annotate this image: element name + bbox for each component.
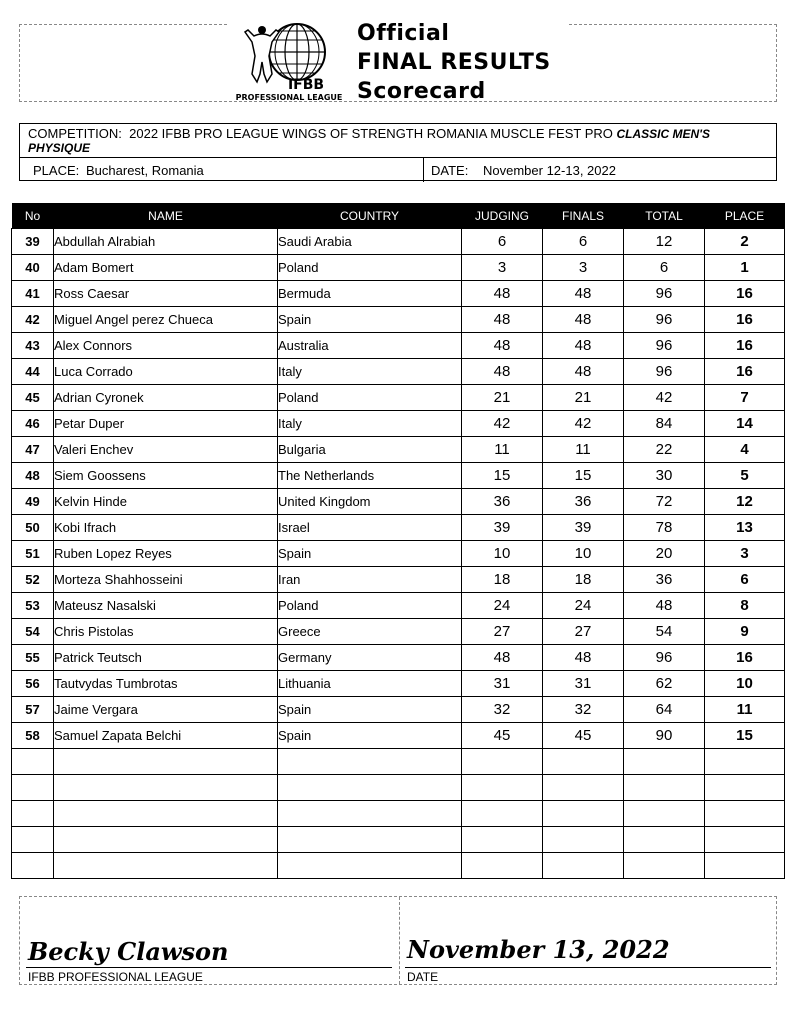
table-row <box>12 671 785 697</box>
competitor-country: Italy <box>278 411 462 437</box>
competitor-number: 49 <box>12 489 54 515</box>
total-score: 96 <box>624 359 705 385</box>
finals-score: 18 <box>543 567 624 593</box>
date-label: DATE: <box>431 163 469 178</box>
competitor-number <box>12 749 54 775</box>
final-place: 4 <box>705 437 785 463</box>
competitor-country: Bermuda <box>278 281 462 307</box>
competitor-number <box>12 775 54 801</box>
total-score <box>624 801 705 827</box>
final-place: 6 <box>705 567 785 593</box>
competitor-name: Samuel Zapata Belchi <box>54 723 278 749</box>
table-row <box>12 801 785 827</box>
place-cell <box>20 158 424 182</box>
table-row <box>12 333 785 359</box>
final-place: 8 <box>705 593 785 619</box>
signature-divider <box>399 897 400 984</box>
competitor-country <box>278 801 462 827</box>
final-place: 16 <box>705 359 785 385</box>
col-header-name: NAME <box>54 203 278 229</box>
judging-score: 27 <box>462 619 543 645</box>
competitor-number: 39 <box>12 229 54 255</box>
competitor-name: Alex Connors <box>54 333 278 359</box>
competitor-name: Valeri Enchev <box>54 437 278 463</box>
table-row <box>12 853 785 879</box>
competitor-name <box>54 801 278 827</box>
finals-score: 24 <box>543 593 624 619</box>
competitor-name: Abdullah Alrabiah <box>54 229 278 255</box>
logo-wordmark: IFBB <box>287 77 325 93</box>
judging-score: 24 <box>462 593 543 619</box>
judging-score: 42 <box>462 411 543 437</box>
competitor-country: Bulgaria <box>278 437 462 463</box>
title-line-official: Official <box>357 21 450 46</box>
signature-date: November 13, 2022 <box>407 935 670 964</box>
ifbb-logo <box>232 22 347 102</box>
place-value: Bucharest, Romania <box>86 163 204 178</box>
final-place: 12 <box>705 489 785 515</box>
competitor-country: Spain <box>278 307 462 333</box>
finals-score: 48 <box>543 307 624 333</box>
total-score: 36 <box>624 567 705 593</box>
judging-score <box>462 775 543 801</box>
competitor-number: 50 <box>12 515 54 541</box>
table-row <box>12 697 785 723</box>
competitor-name: Ruben Lopez Reyes <box>54 541 278 567</box>
place-date-row <box>20 157 776 182</box>
competitor-country: United Kingdom <box>278 489 462 515</box>
final-place <box>705 775 785 801</box>
table-row <box>12 619 785 645</box>
table-row <box>12 307 785 333</box>
competitor-name: Kobi Ifrach <box>54 515 278 541</box>
total-score: 62 <box>624 671 705 697</box>
total-score: 96 <box>624 281 705 307</box>
competitor-country <box>278 827 462 853</box>
competition-label: COMPETITION: <box>28 126 122 141</box>
place-label: PLACE: <box>33 163 80 178</box>
competitor-number: 56 <box>12 671 54 697</box>
final-place: 9 <box>705 619 785 645</box>
finals-score <box>543 827 624 853</box>
judging-score <box>462 853 543 879</box>
competitor-name: Adrian Cyronek <box>54 385 278 411</box>
finals-score <box>543 775 624 801</box>
finals-score <box>543 853 624 879</box>
table-row <box>12 567 785 593</box>
finals-score: 3 <box>543 255 624 281</box>
final-place: 11 <box>705 697 785 723</box>
final-place: 1 <box>705 255 785 281</box>
total-score <box>624 775 705 801</box>
competitor-number: 44 <box>12 359 54 385</box>
total-score <box>624 749 705 775</box>
judging-score: 11 <box>462 437 543 463</box>
competitor-name <box>54 853 278 879</box>
judging-score: 6 <box>462 229 543 255</box>
final-place: 16 <box>705 333 785 359</box>
final-place: 14 <box>705 411 785 437</box>
competitor-name: Morteza Shahhosseini <box>54 567 278 593</box>
competitor-number <box>12 827 54 853</box>
competitor-number: 45 <box>12 385 54 411</box>
total-score: 42 <box>624 385 705 411</box>
scorecard-title <box>357 19 551 106</box>
competitor-name: Jaime Vergara <box>54 697 278 723</box>
judging-score: 48 <box>462 307 543 333</box>
finals-score: 21 <box>543 385 624 411</box>
competitor-name: Ross Caesar <box>54 281 278 307</box>
total-score: 84 <box>624 411 705 437</box>
finals-score: 31 <box>543 671 624 697</box>
table-row <box>12 775 785 801</box>
final-place: 16 <box>705 307 785 333</box>
judging-score: 48 <box>462 333 543 359</box>
finals-score: 48 <box>543 281 624 307</box>
date-cell <box>424 158 776 182</box>
table-row <box>12 593 785 619</box>
table-row <box>12 645 785 671</box>
competitor-country: The Netherlands <box>278 463 462 489</box>
table-row <box>12 489 785 515</box>
final-place: 16 <box>705 281 785 307</box>
competitor-name: Adam Bomert <box>54 255 278 281</box>
competitor-number: 58 <box>12 723 54 749</box>
total-score: 30 <box>624 463 705 489</box>
finals-score: 10 <box>543 541 624 567</box>
col-header-place: PLACE <box>705 203 785 229</box>
competitor-name <box>54 749 278 775</box>
total-score: 78 <box>624 515 705 541</box>
final-place <box>705 827 785 853</box>
competition-category: CLASSIC MEN'S PHYSIQUE <box>28 127 711 155</box>
judging-score: 48 <box>462 645 543 671</box>
final-place: 10 <box>705 671 785 697</box>
judging-score: 15 <box>462 463 543 489</box>
total-score <box>624 853 705 879</box>
finals-score: 39 <box>543 515 624 541</box>
judging-score: 48 <box>462 359 543 385</box>
competitor-country: Poland <box>278 255 462 281</box>
table-row <box>12 255 785 281</box>
table-row <box>12 359 785 385</box>
competitor-country: Israel <box>278 515 462 541</box>
competitor-name: Miguel Angel perez Chueca <box>54 307 278 333</box>
final-place: 5 <box>705 463 785 489</box>
finals-score: 48 <box>543 333 624 359</box>
col-header-judging: JUDGING <box>462 203 543 229</box>
competitor-name <box>54 775 278 801</box>
competitor-country <box>278 853 462 879</box>
total-score: 72 <box>624 489 705 515</box>
finals-score: 6 <box>543 229 624 255</box>
table-row <box>12 515 785 541</box>
table-row <box>12 385 785 411</box>
competitor-number: 48 <box>12 463 54 489</box>
competitor-country: Spain <box>278 723 462 749</box>
competitor-number <box>12 801 54 827</box>
competitor-number: 57 <box>12 697 54 723</box>
competitor-number: 47 <box>12 437 54 463</box>
competitor-name: Mateusz Nasalski <box>54 593 278 619</box>
competitor-number <box>12 853 54 879</box>
judging-score: 36 <box>462 489 543 515</box>
finals-score: 42 <box>543 411 624 437</box>
total-score: 96 <box>624 645 705 671</box>
judging-score: 48 <box>462 281 543 307</box>
final-place: 2 <box>705 229 785 255</box>
title-line-final-results: FINAL RESULTS <box>357 50 551 75</box>
final-place <box>705 749 785 775</box>
competitor-country: Spain <box>278 541 462 567</box>
finals-score: 48 <box>543 645 624 671</box>
table-row <box>12 827 785 853</box>
judging-score <box>462 801 543 827</box>
competitor-number: 41 <box>12 281 54 307</box>
total-score: 6 <box>624 255 705 281</box>
competitor-country: Poland <box>278 385 462 411</box>
total-score: 96 <box>624 333 705 359</box>
table-row <box>12 463 785 489</box>
total-score: 64 <box>624 697 705 723</box>
final-place: 7 <box>705 385 785 411</box>
signature-line <box>26 967 392 968</box>
final-place: 16 <box>705 645 785 671</box>
table-row <box>12 437 785 463</box>
competitor-country: Australia <box>278 333 462 359</box>
col-header-total: TOTAL <box>624 203 705 229</box>
final-place: 13 <box>705 515 785 541</box>
table-row <box>12 411 785 437</box>
judging-score: 45 <box>462 723 543 749</box>
competitor-country: Spain <box>278 697 462 723</box>
finals-score: 11 <box>543 437 624 463</box>
total-score: 90 <box>624 723 705 749</box>
judging-score: 3 <box>462 255 543 281</box>
competitor-number: 51 <box>12 541 54 567</box>
table-row <box>12 749 785 775</box>
competitor-number: 43 <box>12 333 54 359</box>
finals-score <box>543 749 624 775</box>
table-row <box>12 723 785 749</box>
competitor-country <box>278 749 462 775</box>
finals-score: 45 <box>543 723 624 749</box>
competitor-name: Kelvin Hinde <box>54 489 278 515</box>
competitor-number: 46 <box>12 411 54 437</box>
bodybuilder-icon <box>245 26 279 82</box>
date-value: November 12-13, 2022 <box>483 163 616 178</box>
competitor-country: Germany <box>278 645 462 671</box>
results-table <box>11 203 785 879</box>
total-score <box>624 827 705 853</box>
finals-score <box>543 801 624 827</box>
judging-score: 32 <box>462 697 543 723</box>
judging-score <box>462 749 543 775</box>
table-row <box>12 281 785 307</box>
competition-name: 2022 IFBB PRO LEAGUE WINGS OF STRENGTH ROMANIA MUSCLE FEST PRO <box>129 126 613 141</box>
competitor-country: Italy <box>278 359 462 385</box>
finals-score: 15 <box>543 463 624 489</box>
finals-score: 27 <box>543 619 624 645</box>
finals-score: 32 <box>543 697 624 723</box>
signature-date-label: DATE <box>407 970 439 984</box>
title-line-scorecard: Scorecard <box>357 79 486 104</box>
logo-subtext: PROFESSIONAL LEAGUE <box>235 93 343 102</box>
competitor-name: Patrick Teutsch <box>54 645 278 671</box>
competitor-number: 52 <box>12 567 54 593</box>
judging-score: 18 <box>462 567 543 593</box>
total-score: 12 <box>624 229 705 255</box>
final-place <box>705 853 785 879</box>
total-score: 20 <box>624 541 705 567</box>
col-header-finals: FINALS <box>543 203 624 229</box>
signature-box <box>19 896 777 985</box>
competitor-number: 53 <box>12 593 54 619</box>
finals-score: 48 <box>543 359 624 385</box>
signature-org: IFBB PROFESSIONAL LEAGUE <box>28 970 203 984</box>
competitor-country: Iran <box>278 567 462 593</box>
competitor-name: Luca Corrado <box>54 359 278 385</box>
judging-score <box>462 827 543 853</box>
competition-line <box>28 127 770 155</box>
table-row <box>12 541 785 567</box>
final-place <box>705 801 785 827</box>
total-score: 96 <box>624 307 705 333</box>
final-place: 3 <box>705 541 785 567</box>
competitor-country: Lithuania <box>278 671 462 697</box>
competitor-name: Tautvydas Tumbrotas <box>54 671 278 697</box>
total-score: 54 <box>624 619 705 645</box>
col-header-country: COUNTRY <box>278 203 462 229</box>
competitor-name: Siem Goossens <box>54 463 278 489</box>
competitor-number: 42 <box>12 307 54 333</box>
total-score: 22 <box>624 437 705 463</box>
table-header-row <box>12 203 785 229</box>
competitor-number: 54 <box>12 619 54 645</box>
signature-name: Becky Clawson <box>28 937 229 966</box>
competitor-country: Greece <box>278 619 462 645</box>
competitor-country: Poland <box>278 593 462 619</box>
competitor-name: Petar Duper <box>54 411 278 437</box>
competitor-name: Chris Pistolas <box>54 619 278 645</box>
competition-box <box>19 123 777 181</box>
competitor-name <box>54 827 278 853</box>
competitor-number: 40 <box>12 255 54 281</box>
finals-score: 36 <box>543 489 624 515</box>
competitor-number: 55 <box>12 645 54 671</box>
col-header-no: No <box>12 203 54 229</box>
date-line <box>405 967 771 968</box>
table-body <box>12 229 785 879</box>
competitor-country <box>278 775 462 801</box>
final-place: 15 <box>705 723 785 749</box>
competitor-country: Saudi Arabia <box>278 229 462 255</box>
table-row <box>12 229 785 255</box>
judging-score: 10 <box>462 541 543 567</box>
judging-score: 21 <box>462 385 543 411</box>
judging-score: 39 <box>462 515 543 541</box>
judging-score: 31 <box>462 671 543 697</box>
total-score: 48 <box>624 593 705 619</box>
